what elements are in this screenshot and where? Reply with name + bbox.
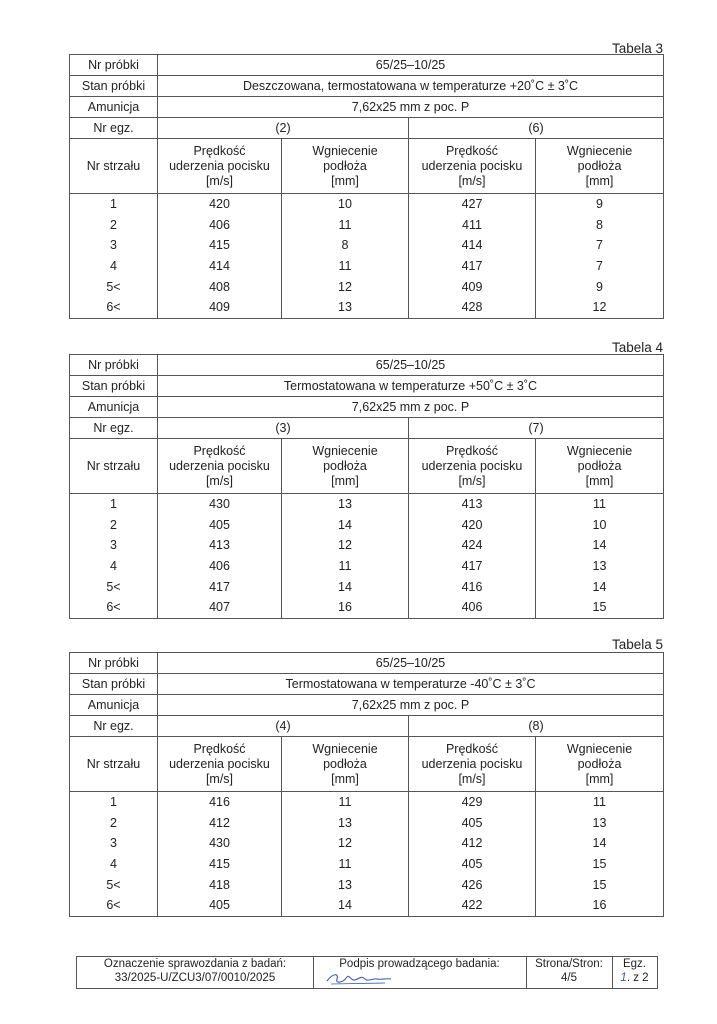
sample-number: 65/25–10/25 xyxy=(158,653,664,674)
speed-cell: 429 xyxy=(409,792,536,813)
label-nr-egz: Nr egz. xyxy=(70,118,158,139)
signature-stroke xyxy=(327,975,391,982)
header-dent: Wgniecenie podłoża [mm] xyxy=(282,737,409,792)
speed-cell: 420 xyxy=(409,515,536,536)
ammunition: 7,62x25 mm z poc. P xyxy=(158,397,664,418)
sample-number: 65/25–10/25 xyxy=(158,55,664,76)
shot-number-cell: 6< xyxy=(70,895,158,916)
data-rows xyxy=(70,792,664,917)
table-row xyxy=(70,813,664,834)
header-dent: Wgniecenie podłoża [mm] xyxy=(282,139,409,194)
dent-cell: 13 xyxy=(282,494,409,515)
sample-condition: Deszczowana, termostatowana w temperaturze +20˚C ± 3˚C xyxy=(158,76,664,97)
ammunition: 7,62x25 mm z poc. P xyxy=(158,695,664,716)
dent-cell: 14 xyxy=(536,833,664,854)
dent-cell: 14 xyxy=(282,895,409,916)
speed-cell: 406 xyxy=(158,556,282,577)
signature xyxy=(325,969,395,987)
table-row xyxy=(70,833,664,854)
speed-cell: 413 xyxy=(158,535,282,556)
dent-cell: 11 xyxy=(536,792,664,813)
copy-total: . z 2 xyxy=(626,972,649,984)
report-id-cell xyxy=(77,957,314,988)
dent-cell: 9 xyxy=(536,277,664,298)
speed-cell: 406 xyxy=(158,215,282,236)
signature-label: Podpis prowadzącego badania: xyxy=(339,958,500,970)
speed-cell: 407 xyxy=(158,597,282,618)
dent-cell: 14 xyxy=(282,577,409,598)
dent-cell: 13 xyxy=(282,813,409,834)
table-row xyxy=(70,194,664,215)
signature-underline xyxy=(331,983,385,984)
sample-condition: Termostatowana w temperaturze +50˚C ± 3˚C xyxy=(158,376,664,397)
speed-cell: 412 xyxy=(409,833,536,854)
dent-cell: 11 xyxy=(282,215,409,236)
speed-cell: 411 xyxy=(409,215,536,236)
shot-number-cell: 2 xyxy=(70,215,158,236)
dent-cell: 16 xyxy=(536,895,664,916)
label-amunicja: Amunicja xyxy=(70,397,158,418)
dent-cell: 13 xyxy=(282,297,409,318)
dent-cell: 9 xyxy=(536,194,664,215)
speed-cell: 405 xyxy=(158,515,282,536)
dent-cell: 11 xyxy=(282,256,409,277)
speed-cell: 417 xyxy=(409,556,536,577)
header-shot-number: Nr strzału xyxy=(70,139,158,194)
dent-cell: 15 xyxy=(536,875,664,896)
speed-cell: 412 xyxy=(158,813,282,834)
table-row xyxy=(70,256,664,277)
dent-cell: 7 xyxy=(536,235,664,256)
speed-cell: 424 xyxy=(409,535,536,556)
label-nr-probki: Nr próbki xyxy=(70,55,158,76)
header-dent: Wgniecenie podłoża [mm] xyxy=(536,439,664,494)
label-stan-probki: Stan próbki xyxy=(70,674,158,695)
dent-cell: 11 xyxy=(282,792,409,813)
header-speed: Prędkość uderzenia pocisku [m/s] xyxy=(158,139,282,194)
dent-cell: 12 xyxy=(536,297,664,318)
dent-cell: 12 xyxy=(282,833,409,854)
data-rows xyxy=(70,494,664,619)
header-speed: Prędkość uderzenia pocisku [m/s] xyxy=(409,737,536,792)
report-id-label: Oznaczenie sprawozdania z badań: xyxy=(103,958,287,970)
table-row xyxy=(70,792,664,813)
shot-number-cell: 2 xyxy=(70,813,158,834)
speed-cell: 415 xyxy=(158,854,282,875)
speed-cell: 409 xyxy=(158,297,282,318)
speed-cell: 428 xyxy=(409,297,536,318)
label-nr-probki: Nr próbki xyxy=(70,653,158,674)
table-row xyxy=(70,235,664,256)
page-value: 4/5 xyxy=(561,972,577,984)
results-table xyxy=(69,54,664,319)
specimen-number-a: (2) xyxy=(158,118,409,139)
speed-cell: 405 xyxy=(158,895,282,916)
header-speed: Prędkość uderzenia pocisku [m/s] xyxy=(158,737,282,792)
table-row xyxy=(70,875,664,896)
table-row xyxy=(70,577,664,598)
dent-cell: 7 xyxy=(536,256,664,277)
dent-cell: 14 xyxy=(536,577,664,598)
report-id-number: 33/2025-U/ZCU3/07/0010/2025 xyxy=(114,972,276,984)
speed-cell: 430 xyxy=(158,494,282,515)
speed-cell: 420 xyxy=(158,194,282,215)
header-speed: Prędkość uderzenia pocisku [m/s] xyxy=(409,139,536,194)
shot-number-cell: 5< xyxy=(70,875,158,896)
table-row xyxy=(70,535,664,556)
results-table xyxy=(69,354,664,619)
shot-number-cell: 6< xyxy=(70,297,158,318)
dent-cell: 11 xyxy=(536,494,664,515)
label-stan-probki: Stan próbki xyxy=(70,376,158,397)
header-dent: Wgniecenie podłoża [mm] xyxy=(536,139,664,194)
specimen-number-a: (4) xyxy=(158,716,409,737)
dent-cell: 15 xyxy=(536,597,664,618)
speed-cell: 427 xyxy=(409,194,536,215)
header-dent: Wgniecenie podłoża [mm] xyxy=(282,439,409,494)
speed-cell: 408 xyxy=(158,277,282,298)
table-row xyxy=(70,556,664,577)
page-label: Strona/Stron: xyxy=(535,958,603,970)
speed-cell: 414 xyxy=(158,256,282,277)
shot-number-cell: 1 xyxy=(70,194,158,215)
copy-value xyxy=(612,972,657,984)
speed-cell: 406 xyxy=(409,597,536,618)
speed-cell: 405 xyxy=(409,813,536,834)
speed-cell: 422 xyxy=(409,895,536,916)
sample-condition: Termostatowana w temperaturze -40˚C ± 3˚C xyxy=(158,674,664,695)
specimen-number-b: (6) xyxy=(409,118,664,139)
speed-cell: 415 xyxy=(158,235,282,256)
speed-cell: 426 xyxy=(409,875,536,896)
label-stan-probki: Stan próbki xyxy=(70,76,158,97)
page-cell xyxy=(526,957,613,988)
table-caption: Tabela 5 xyxy=(611,637,663,652)
signature-cell xyxy=(313,957,527,988)
table-row xyxy=(70,297,664,318)
label-nr-probki: Nr próbki xyxy=(70,355,158,376)
label-amunicja: Amunicja xyxy=(70,695,158,716)
speed-cell: 409 xyxy=(409,277,536,298)
dent-cell: 14 xyxy=(536,535,664,556)
table-row xyxy=(70,494,664,515)
shot-number-cell: 6< xyxy=(70,597,158,618)
dent-cell: 11 xyxy=(282,556,409,577)
shot-number-cell: 5< xyxy=(70,277,158,298)
header-dent: Wgniecenie podłoża [mm] xyxy=(536,737,664,792)
data-rows xyxy=(70,194,664,319)
dent-cell: 13 xyxy=(282,875,409,896)
header-speed: Prędkość uderzenia pocisku [m/s] xyxy=(409,439,536,494)
table-row xyxy=(70,895,664,916)
header-shot-number: Nr strzału xyxy=(70,439,158,494)
dent-cell: 11 xyxy=(282,854,409,875)
copy-label: Egz. xyxy=(622,958,646,970)
table-caption: Tabela 4 xyxy=(611,340,663,355)
shot-number-cell: 3 xyxy=(70,833,158,854)
specimen-number-b: (7) xyxy=(409,418,664,439)
dent-cell: 16 xyxy=(282,597,409,618)
dent-cell: 10 xyxy=(282,194,409,215)
dent-cell: 8 xyxy=(282,235,409,256)
shot-number-cell: 4 xyxy=(70,854,158,875)
report-footer xyxy=(76,956,658,989)
header-speed: Prędkość uderzenia pocisku [m/s] xyxy=(158,439,282,494)
dent-cell: 10 xyxy=(536,515,664,536)
sample-number: 65/25–10/25 xyxy=(158,355,664,376)
header-shot-number: Nr strzału xyxy=(70,737,158,792)
table-row xyxy=(70,597,664,618)
specimen-number-b: (8) xyxy=(409,716,664,737)
speed-cell: 430 xyxy=(158,833,282,854)
copy-cell xyxy=(612,957,657,988)
dent-cell: 12 xyxy=(282,277,409,298)
results-table xyxy=(69,652,664,917)
speed-cell: 417 xyxy=(158,577,282,598)
speed-cell: 417 xyxy=(409,256,536,277)
speed-cell: 405 xyxy=(409,854,536,875)
label-amunicja: Amunicja xyxy=(70,97,158,118)
dent-cell: 8 xyxy=(536,215,664,236)
speed-cell: 416 xyxy=(409,577,536,598)
dent-cell: 14 xyxy=(282,515,409,536)
shot-number-cell: 2 xyxy=(70,515,158,536)
speed-cell: 418 xyxy=(158,875,282,896)
table-row xyxy=(70,277,664,298)
dent-cell: 15 xyxy=(536,854,664,875)
table-caption: Tabela 3 xyxy=(611,41,663,56)
speed-cell: 414 xyxy=(409,235,536,256)
table-row xyxy=(70,515,664,536)
dent-cell: 13 xyxy=(536,556,664,577)
shot-number-cell: 4 xyxy=(70,556,158,577)
shot-number-cell: 1 xyxy=(70,792,158,813)
speed-cell: 416 xyxy=(158,792,282,813)
shot-number-cell: 4 xyxy=(70,256,158,277)
table-row xyxy=(70,854,664,875)
speed-cell: 413 xyxy=(409,494,536,515)
specimen-number-a: (3) xyxy=(158,418,409,439)
label-nr-egz: Nr egz. xyxy=(70,716,158,737)
ammunition: 7,62x25 mm z poc. P xyxy=(158,97,664,118)
dent-cell: 12 xyxy=(282,535,409,556)
shot-number-cell: 3 xyxy=(70,235,158,256)
dent-cell: 13 xyxy=(536,813,664,834)
table-row xyxy=(70,215,664,236)
label-nr-egz: Nr egz. xyxy=(70,418,158,439)
copy-mark: 1 xyxy=(620,972,627,984)
shot-number-cell: 1 xyxy=(70,494,158,515)
shot-number-cell: 5< xyxy=(70,577,158,598)
shot-number-cell: 3 xyxy=(70,535,158,556)
